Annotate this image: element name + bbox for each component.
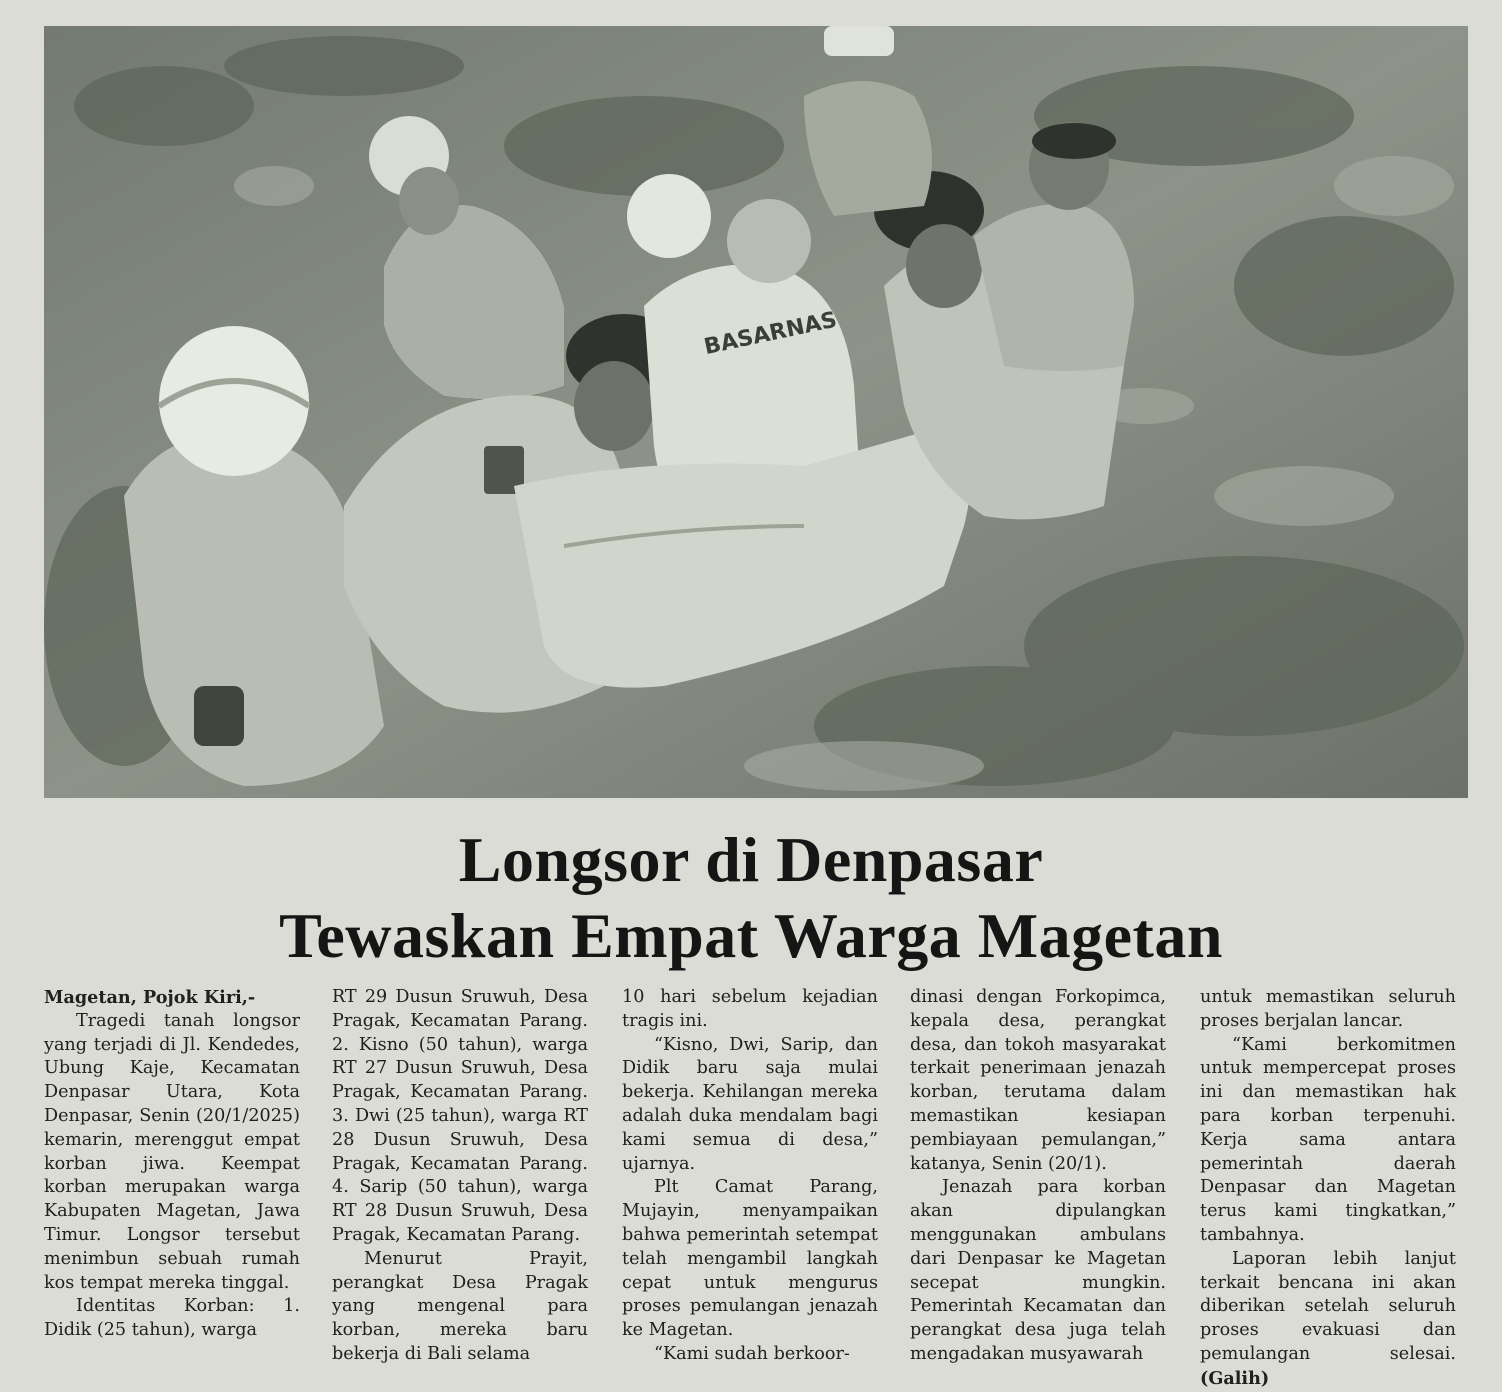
paragraph: “Kami berkomitmen untuk mempercepat proses ini dan memastikan hak para korban terpenuhi. Kerja sama antara pemerintah daerah Denpasar dan Magetan terus kami tingkatkan,” tambahnya. [1200,1034,1456,1245]
basarnas-vest-label: BASARNAS [701,307,840,361]
author-credit: (Galih) [1200,1367,1270,1389]
column-1 [44,986,300,1343]
column-5 [1200,986,1456,1392]
dateline: Magetan, Pojok Kiri,- [44,987,256,1008]
white-helmet-icon [159,326,309,476]
paragraph: Jenazah para korban akan dipulangkan menggunakan ambulans dari Denpasar ke Magetan secepat mungkin. Pemerintah Kecamatan dan perangkat desa juga telah mengadakan musyawarah [910,1177,1166,1364]
paragraph: “Kisno, Dwi, Sarip, dan Didik baru saja mulai bekerja. Kehilangan mereka adalah duka mendalam bagi kami semua di desa,” ujarnya. [622,1034,878,1174]
column-3 [622,986,878,1367]
paragraph: 10 hari sebelum kejadian tragis ini. [622,987,878,1031]
paragraph: “Kami sudah berkoor- [654,1343,850,1364]
paragraph: untuk memastikan seluruh proses berjalan lancar. [1200,987,1456,1031]
paragraph: Menurut Prayit, perangkat Desa Pragak yang mengenal para korban, mereka baru bekerja di Bali selama [332,1248,588,1364]
headline [0,822,1502,974]
headline-line-1: Longsor di Denpasar [458,824,1044,895]
news-photo [44,26,1468,798]
paragraph: Tragedi tanah longsor yang terjadi di Jl. Kendedes, Ubung Kaje, Kecamatan Denpasar Utara, Kota Denpasar, Senin (20/1/2025) kemarin, merenggut empat korban jiwa. Keempat korban merupakan warga Kabupaten Magetan, Jawa Timur. Longsor tersebut menimbun sebuah rumah kos tempat mereka tinggal. [44,1010,300,1293]
paragraph: Identitas Korban: 1. Didik (25 tahun), warga [44,1296,300,1341]
paragraph: RT 29 Dusun Sruwuh, Desa Pragak, Kecamatan Parang. 2. Kisno (50 tahun), warga RT 27 Dusun Sruwuh, Desa Pragak, Kecamatan Parang. 3. Dwi (25 tahun), warga RT 28 Dusun Sruwuh, Desa Pragak, Kecamatan Parang. 4. Sarip (50 tahun), warga RT 28 Dusun Sruwuh, Desa Pragak, Kecamatan Parang. [332,987,588,1245]
headline-line-2: Tewaskan Empat Warga Magetan [279,900,1223,971]
rescue-scene-image [44,26,1468,798]
paragraph-text: Laporan lebih lanjut terkait bencana ini akan diberikan setelah seluruh proses evakuasi dan pemulangan selesai. [1200,1248,1456,1364]
column-2 [332,986,588,1367]
paragraph: dinasi dengan Forkopimca, kepala desa, perangkat desa, dan tokoh masyarakat terkait penerimaan jenazah korban, terutama dalam memastikan kesiapan pembiayaan pemulangan,” katanya, Senin (20/1). [910,987,1166,1174]
paragraph: Plt Camat Parang, Mujayin, menyampaikan bahwa pemerintah setempat telah mengambil langkah cepat untuk mengurus proses pemulangan jenazah ke Magetan. [622,1177,878,1341]
paragraph [1200,1248,1456,1392]
rescuer-helmet-icon [627,174,711,258]
article-body [40,986,1470,1389]
column-4 [910,986,1166,1367]
